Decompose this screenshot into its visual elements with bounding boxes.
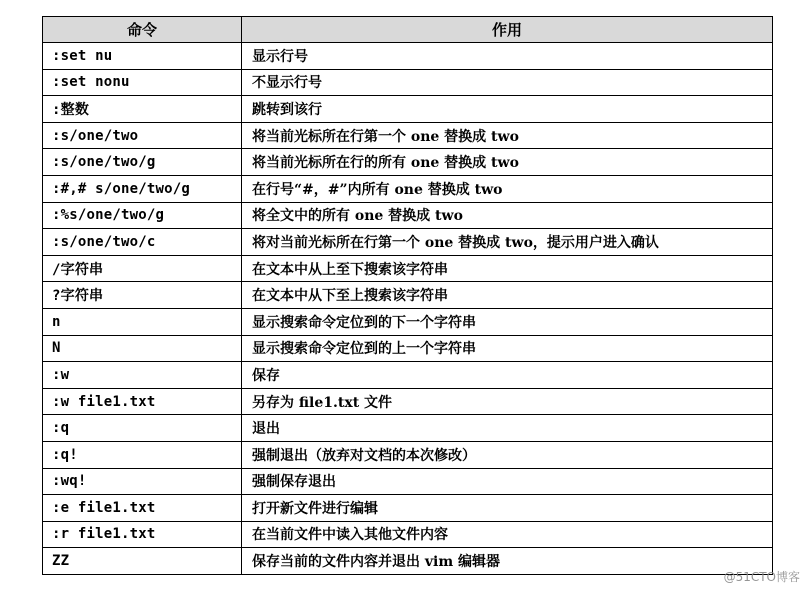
command-cell: :e file1.txt	[43, 495, 242, 522]
table-row	[43, 202, 773, 229]
effect-cell: 打开新文件进行编辑	[242, 495, 773, 522]
command-cell: :r file1.txt	[43, 521, 242, 548]
effect-cell: 显示行号	[242, 43, 773, 70]
table-row	[43, 96, 773, 123]
table-row	[43, 521, 773, 548]
header-command: 命令	[43, 17, 242, 43]
command-cell: :s/one/two/g	[43, 149, 242, 176]
effect-cell: 不显示行号	[242, 69, 773, 96]
table-row	[43, 548, 773, 575]
command-cell: :q!	[43, 441, 242, 468]
table-row	[43, 415, 773, 442]
watermark: @51CTO博客	[723, 570, 800, 584]
header-effect: 作用	[242, 17, 773, 43]
command-cell: :w file1.txt	[43, 388, 242, 415]
table-row	[43, 335, 773, 362]
command-cell: :#,# s/one/two/g	[43, 175, 242, 202]
table-body	[43, 43, 773, 575]
effect-cell: 保存当前的文件内容并退出 vim 编辑器	[242, 548, 773, 575]
effect-cell: 将对当前光标所在行第一个 one 替换成 two，提示用户进入确认	[242, 229, 773, 256]
command-cell: :set nonu	[43, 69, 242, 96]
command-cell: :wq!	[43, 468, 242, 495]
table-row	[43, 69, 773, 96]
table-row	[43, 43, 773, 70]
command-cell: :q	[43, 415, 242, 442]
command-cell: n	[43, 308, 242, 335]
table-row	[43, 282, 773, 309]
table-row	[43, 255, 773, 282]
command-cell: /字符串	[43, 255, 242, 282]
command-cell: :整数	[43, 96, 242, 123]
table-row	[43, 362, 773, 389]
table-row	[43, 495, 773, 522]
effect-cell: 退出	[242, 415, 773, 442]
effect-cell: 显示搜索命令定位到的上一个字符串	[242, 335, 773, 362]
effect-cell: 在文本中从下至上搜索该字符串	[242, 282, 773, 309]
effect-cell: 保存	[242, 362, 773, 389]
effect-cell: 将当前光标所在行第一个 one 替换成 two	[242, 122, 773, 149]
command-cell: ?字符串	[43, 282, 242, 309]
effect-cell: 另存为 file1.txt 文件	[242, 388, 773, 415]
effect-cell: 强制保存退出	[242, 468, 773, 495]
effect-cell: 将全文中的所有 one 替换成 two	[242, 202, 773, 229]
command-cell: :%s/one/two/g	[43, 202, 242, 229]
effect-cell: 跳转到该行	[242, 96, 773, 123]
table-row	[43, 229, 773, 256]
effect-cell: 在当前文件中读入其他文件内容	[242, 521, 773, 548]
table-row	[43, 149, 773, 176]
command-cell: :s/one/two/c	[43, 229, 242, 256]
command-cell: :set nu	[43, 43, 242, 70]
command-cell: :w	[43, 362, 242, 389]
effect-cell: 在行号“#，#”内所有 one 替换成 two	[242, 175, 773, 202]
effect-cell: 显示搜索命令定位到的下一个字符串	[242, 308, 773, 335]
table-row	[43, 175, 773, 202]
command-cell: ZZ	[43, 548, 242, 575]
vim-command-table	[42, 16, 773, 575]
effect-cell: 在文本中从上至下搜索该字符串	[242, 255, 773, 282]
command-cell: N	[43, 335, 242, 362]
command-cell: :s/one/two	[43, 122, 242, 149]
effect-cell: 将当前光标所在行的所有 one 替换成 two	[242, 149, 773, 176]
effect-cell: 强制退出（放弃对文档的本次修改）	[242, 441, 773, 468]
table-row	[43, 468, 773, 495]
table-row	[43, 122, 773, 149]
table-row	[43, 308, 773, 335]
table-header-row	[43, 17, 773, 43]
table-row	[43, 388, 773, 415]
table-row	[43, 441, 773, 468]
